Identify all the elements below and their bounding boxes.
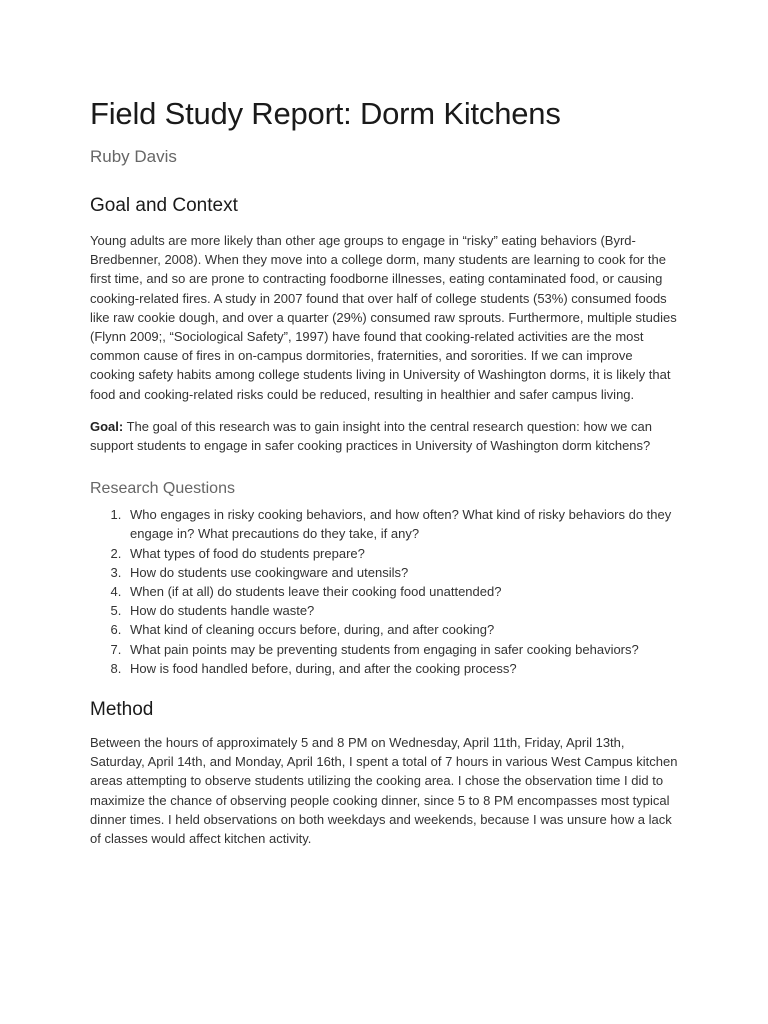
list-item: 5. How do students handle waste? xyxy=(125,601,678,620)
goal-paragraph xyxy=(90,417,678,455)
list-item: 1. Who engages in risky cooking behaviors, and how often? What kind of risky behaviors do they engage in? What precautions do they take, if any? xyxy=(125,505,678,543)
document-title: Field Study Report: Dorm Kitchens xyxy=(90,96,561,131)
research-questions-list xyxy=(90,505,678,678)
research-questions-heading: Research Questions xyxy=(90,480,235,498)
method-heading: Method xyxy=(90,699,154,721)
goal-context-heading: Goal and Context xyxy=(90,195,238,216)
list-item: 6. What kind of cleaning occurs before, during, and after cooking? xyxy=(125,620,678,639)
method-paragraph: Between the hours of approximately 5 and 8 PM on Wednesday, April 11th, Friday, April 13th, Saturday, April 14th, and Monday, April 16th, I spent a total of 7 hours in various West Campus kitchen areas attempting to observe students utilizing the cooking area. I chose the observation time I did to maximize the chance of observing people cooking dinner, since 5 to 8 PM encompasses most typical dinner times. I held observations on both weekdays and weekends, because I was unsure how a lack of classes would affect kitchen activity. xyxy=(90,735,678,847)
document-author: Ruby Davis xyxy=(90,147,177,166)
list-item: 4. When (if at all) do students leave their cooking food unattended? xyxy=(125,582,678,601)
list-item: 8. How is food handled before, during, and after the cooking process? xyxy=(125,659,678,678)
list-item: 2. What types of food do students prepare? xyxy=(125,544,678,563)
goal-text: The goal of this research was to gain insight into the central research question: how we can support students to engage in safer cooking practices in University of Washington dorm kitchens? xyxy=(90,418,652,454)
goal-label: Goal: xyxy=(90,418,124,434)
document-page xyxy=(90,92,678,848)
list-item: 7. What pain points may be preventing students from engaging in safer cooking behaviors? xyxy=(125,640,678,659)
goal-context-paragraph: Young adults are more likely than other age groups to engage in “risky” eating behaviors (Byrd-Bredbenner, 2008). When they move into a college dorm, many students are learning to cook for the first time, and so are prone to contracting foodborne illnesses, eating contaminated food, or causing cooking-related fires. A study in 2007 found that over half of college students (53%) consumed foods like raw cookie dough, and over a quarter (29%) consumed raw sprouts. Furthermore, multiple studies (Flynn 2009;, “Sociological Safety”, 1997) have found that cooking-related activities are the most common cause of fires in on-campus dormitories, fraternities, and sororities. If we can improve cooking safety habits among college students living in University of Washington dorms, it is likely that food and cooking-related risks could be reduced, resulting in healthier and safer campus living. xyxy=(90,233,677,402)
list-item: 3. How do students use cookingware and utensils? xyxy=(125,563,678,582)
